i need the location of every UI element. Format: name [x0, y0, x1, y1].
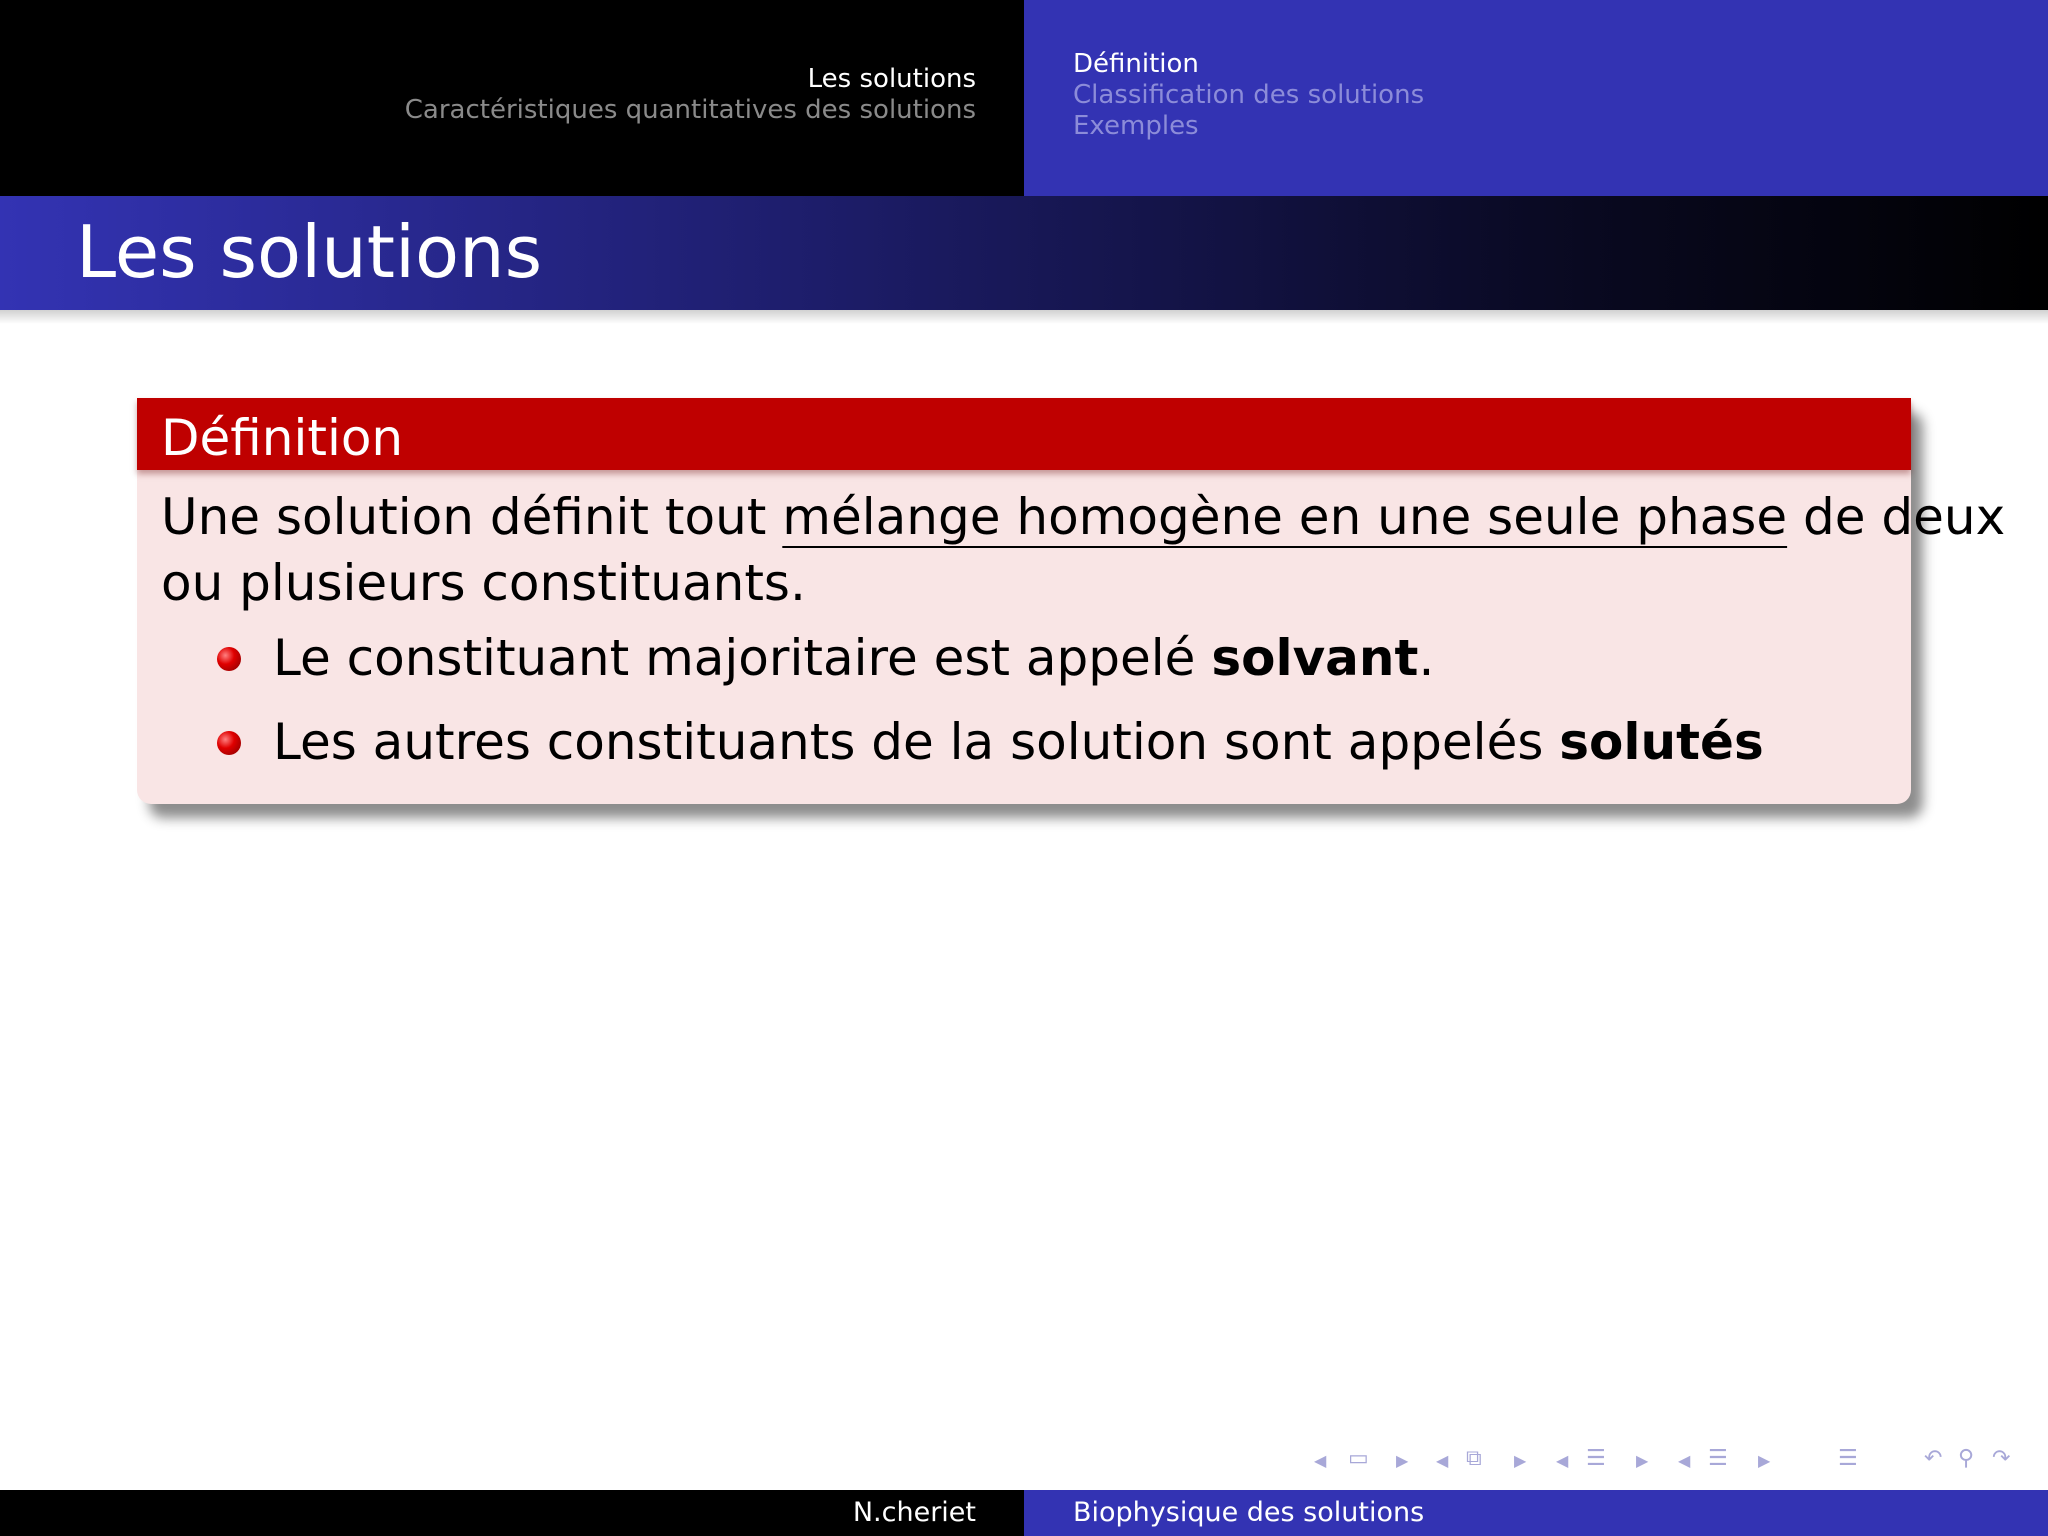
nav-next-icon[interactable]: ▶ [1758, 1451, 1771, 1470]
item-text: Les autres constituants de la solution sont appelés [273, 713, 1560, 771]
section-icon[interactable]: ☰ [1586, 1446, 1606, 1471]
definition-text: de deux [1787, 488, 2006, 546]
header-sections-panel [0, 0, 1024, 196]
nav-next-icon[interactable]: ▶ [1396, 1451, 1409, 1470]
frame-title-bar [0, 196, 2048, 310]
title-shadow [0, 310, 2048, 324]
block-title: Définition [161, 409, 404, 467]
section-nav [405, 64, 976, 126]
navigation-symbols [1310, 1446, 2030, 1476]
nav-next-icon[interactable]: ▶ [1514, 1451, 1527, 1470]
list-item [161, 616, 1887, 700]
footer-author: N.cheriet [852, 1497, 976, 1528]
block-header [137, 398, 1911, 470]
definition-block [137, 398, 2006, 804]
section-link-current[interactable]: Les solutions [807, 64, 976, 94]
definition-line-2: ou plusieurs constituants. [161, 554, 806, 612]
subsection-link[interactable]: Classification des solutions [1073, 80, 1425, 110]
item-tail: . [1418, 629, 1435, 687]
bullet-ball-icon [217, 647, 241, 671]
search-icon[interactable]: ⚲ [1958, 1446, 1975, 1471]
item-text: Le constituant majoritaire est appelé [273, 629, 1212, 687]
nav-prev-icon[interactable]: ◀ [1556, 1451, 1569, 1470]
frame-title: Les solutions [76, 210, 543, 294]
definition-line-1 [161, 484, 2006, 550]
item-keyword: solutés [1559, 713, 1764, 771]
definition-text: Une solution définit tout [161, 488, 783, 546]
nav-prev-icon[interactable]: ◀ [1678, 1451, 1691, 1470]
frame-icon[interactable]: ▭ [1348, 1446, 1369, 1471]
footer-author-panel [0, 1490, 1024, 1536]
underlined-phrase: mélange homogène en une seule phase [782, 488, 1788, 546]
footer-title-panel [1024, 1490, 2048, 1536]
nav-next-icon[interactable]: ▶ [1636, 1451, 1649, 1470]
subsection-nav [1073, 49, 1424, 142]
subsection-link-current[interactable]: Définition [1073, 49, 1199, 79]
section-icon[interactable]: ☰ [1708, 1446, 1728, 1471]
outline-icon[interactable]: ☰ [1838, 1446, 1858, 1471]
redo-icon[interactable]: ↷ [1992, 1446, 2011, 1471]
subsection-icon[interactable]: ⧉ [1466, 1446, 1482, 1471]
block-body [137, 470, 2006, 784]
bullet-ball-icon [217, 731, 241, 755]
header-subsections-panel [1024, 0, 2048, 196]
nav-prev-icon[interactable]: ◀ [1436, 1451, 1449, 1470]
section-link[interactable]: Caractéristiques quantitatives des solutions [404, 95, 976, 125]
nav-prev-icon[interactable]: ◀ [1314, 1451, 1327, 1470]
undo-icon[interactable]: ↶ [1924, 1446, 1943, 1471]
subsection-link[interactable]: Exemples [1073, 111, 1199, 141]
item-keyword: solvant [1211, 629, 1419, 687]
list-item [161, 700, 1887, 784]
footer-title: Biophysique des solutions [1073, 1497, 1425, 1528]
